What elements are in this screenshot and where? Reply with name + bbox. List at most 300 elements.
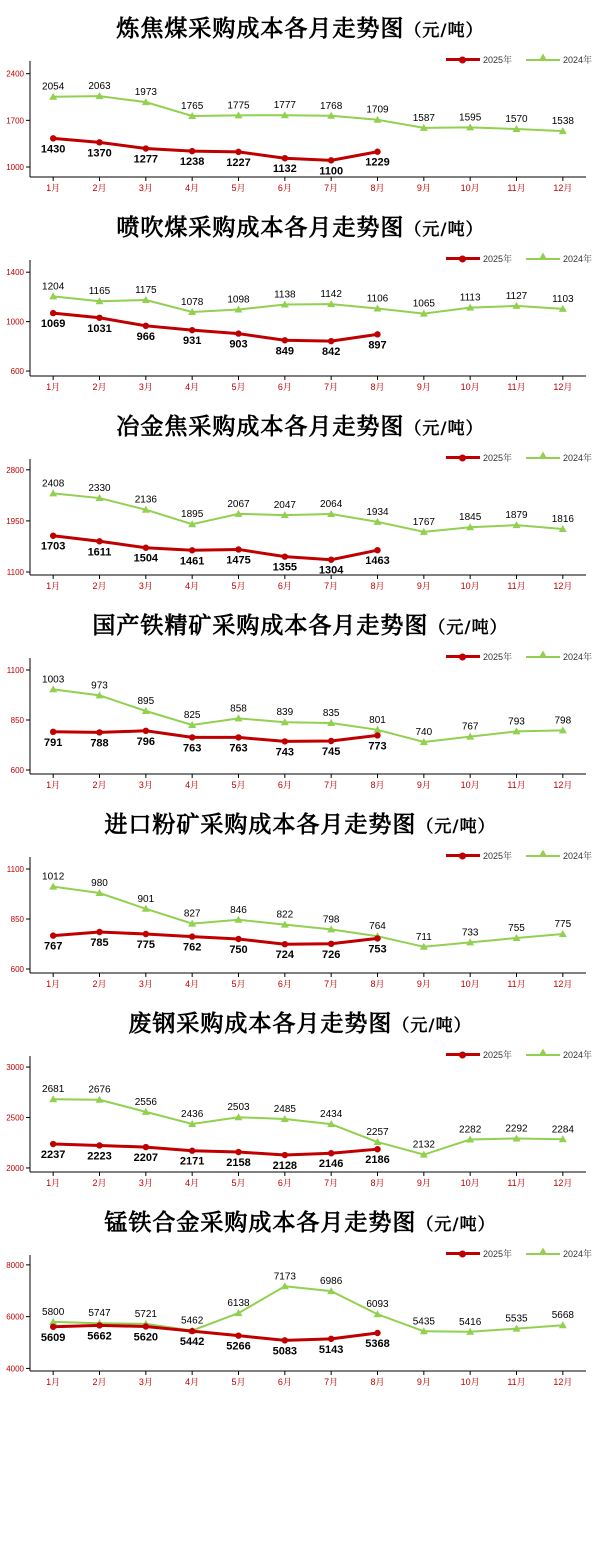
svg-text:5143: 5143 — [318, 1343, 344, 1356]
svg-text:3月: 3月 — [138, 1377, 153, 1387]
legend-label-2024: 2024年 — [562, 1050, 592, 1060]
chart-title-text-5: 废钢采购成本各月走势图 — [128, 1010, 393, 1037]
svg-text:8月: 8月 — [370, 979, 385, 989]
svg-text:8000: 8000 — [6, 1260, 24, 1270]
svg-text:980: 980 — [91, 878, 108, 889]
svg-text:12月: 12月 — [553, 979, 573, 989]
svg-text:1595: 1595 — [459, 112, 482, 124]
chart-legend-2 — [446, 451, 592, 464]
svg-text:8月: 8月 — [370, 581, 385, 591]
chart-legend-1 — [446, 252, 592, 265]
svg-text:1768: 1768 — [320, 100, 343, 112]
chart-title-unit-6: （元/吨） — [416, 1215, 496, 1235]
svg-text:5月: 5月 — [231, 979, 246, 989]
svg-text:740: 740 — [415, 727, 433, 738]
chart-title-unit-0: （元/吨） — [404, 21, 484, 41]
svg-text:1950: 1950 — [6, 516, 24, 526]
svg-text:2000: 2000 — [6, 1163, 24, 1173]
svg-text:1月: 1月 — [46, 1178, 61, 1188]
chart-block-0 — [0, 0, 600, 199]
svg-text:1142: 1142 — [320, 289, 342, 301]
svg-text:1175: 1175 — [135, 284, 157, 296]
legend-item-2024-5 — [526, 1048, 592, 1061]
svg-text:1461: 1461 — [179, 555, 205, 568]
svg-text:7月: 7月 — [324, 1377, 339, 1387]
svg-text:5609: 5609 — [40, 1331, 66, 1344]
svg-text:849: 849 — [275, 345, 295, 358]
svg-text:10月: 10月 — [460, 183, 480, 193]
svg-text:3月: 3月 — [138, 183, 153, 193]
svg-text:767: 767 — [461, 721, 479, 733]
svg-text:8月: 8月 — [370, 1178, 385, 1188]
svg-text:901: 901 — [137, 893, 155, 905]
svg-text:6093: 6093 — [366, 1299, 389, 1311]
svg-text:10月: 10月 — [460, 979, 480, 989]
svg-text:600: 600 — [10, 367, 24, 377]
svg-text:8月: 8月 — [370, 382, 385, 392]
svg-text:2485: 2485 — [273, 1104, 296, 1116]
chart-title-text-4: 进口粉矿采购成本各月走势图 — [104, 811, 417, 838]
legend-swatch-green-icon — [526, 656, 560, 658]
legend-item-2024-1 — [526, 252, 592, 265]
svg-text:5月: 5月 — [231, 780, 246, 790]
svg-text:1月: 1月 — [46, 581, 61, 591]
legend-swatch-green-icon — [526, 457, 560, 459]
svg-text:6138: 6138 — [227, 1298, 250, 1310]
svg-text:2158: 2158 — [226, 1157, 251, 1170]
chart-title-6 — [0, 1194, 600, 1243]
svg-text:5月: 5月 — [231, 1178, 246, 1188]
chart-title-unit-2: （元/吨） — [404, 419, 484, 439]
svg-text:8月: 8月 — [370, 780, 385, 790]
svg-text:12月: 12月 — [553, 1178, 573, 1188]
svg-text:2063: 2063 — [88, 81, 111, 93]
svg-text:2146: 2146 — [318, 1158, 344, 1171]
svg-text:711: 711 — [415, 931, 432, 943]
legend-swatch-green-icon — [526, 1253, 560, 1255]
chart-legend-6 — [446, 1247, 592, 1260]
legend-item-2025-2 — [446, 451, 512, 464]
chart-legend-5 — [446, 1048, 592, 1061]
svg-text:1611: 1611 — [87, 546, 112, 559]
svg-text:1月: 1月 — [46, 1377, 61, 1387]
svg-text:1100: 1100 — [6, 865, 24, 874]
svg-text:2800: 2800 — [6, 465, 24, 475]
chart-svg-5 — [0, 1044, 600, 1194]
svg-text:7月: 7月 — [324, 382, 339, 392]
chart-title-unit-1: （元/吨） — [404, 220, 484, 240]
svg-text:2408: 2408 — [42, 478, 65, 490]
svg-text:2681: 2681 — [42, 1084, 65, 1096]
svg-text:1113: 1113 — [459, 292, 481, 304]
svg-text:1012: 1012 — [42, 871, 65, 883]
legend-swatch-green-icon — [526, 258, 560, 260]
svg-text:1304: 1304 — [318, 564, 344, 577]
svg-text:743: 743 — [275, 746, 295, 759]
svg-text:3月: 3月 — [138, 1178, 153, 1188]
svg-text:2047: 2047 — [273, 500, 296, 512]
legend-item-2025-3 — [446, 650, 512, 663]
legend-item-2024-2 — [526, 451, 592, 464]
legend-item-2025-0 — [446, 53, 512, 66]
legend-label-2024: 2024年 — [562, 254, 592, 264]
svg-text:4月: 4月 — [185, 382, 200, 392]
legend-swatch-red-icon — [446, 456, 480, 459]
legend-swatch-red-icon — [446, 854, 480, 857]
svg-text:2237: 2237 — [40, 1149, 66, 1162]
legend-swatch-red-icon — [446, 1053, 480, 1056]
svg-text:1204: 1204 — [42, 281, 65, 293]
svg-text:1103: 1103 — [552, 293, 574, 305]
svg-text:8月: 8月 — [370, 1377, 385, 1387]
svg-text:1775: 1775 — [227, 100, 250, 112]
chart-plot-2 — [0, 447, 600, 597]
svg-text:600: 600 — [10, 766, 24, 775]
svg-text:850: 850 — [10, 716, 24, 725]
svg-text:6月: 6月 — [277, 382, 292, 392]
legend-label-2024: 2024年 — [562, 1249, 592, 1259]
svg-text:2500: 2500 — [6, 1113, 24, 1123]
chart-title-text-1: 喷吹煤采购成本各月走势图 — [116, 214, 405, 241]
chart-block-6 — [0, 1194, 600, 1393]
chart-title-text-3: 国产铁精矿采购成本各月走势图 — [92, 612, 429, 639]
chart-title-text-6: 锰铁合金采购成本各月走势图 — [104, 1209, 417, 1236]
svg-text:5620: 5620 — [133, 1331, 159, 1344]
svg-text:1355: 1355 — [272, 561, 298, 574]
legend-item-2025-6 — [446, 1247, 512, 1260]
svg-text:4月: 4月 — [185, 1377, 200, 1387]
svg-text:733: 733 — [461, 927, 479, 939]
legend-label-2025: 2025年 — [482, 652, 512, 662]
svg-text:2676: 2676 — [88, 1084, 111, 1096]
svg-text:5月: 5月 — [231, 581, 246, 591]
svg-text:12月: 12月 — [553, 1377, 573, 1387]
legend-item-2024-3 — [526, 650, 592, 663]
chart-plot-0 — [0, 49, 600, 199]
svg-text:11月: 11月 — [507, 581, 526, 591]
svg-text:2257: 2257 — [366, 1127, 389, 1139]
svg-text:3月: 3月 — [138, 382, 153, 392]
svg-text:2284: 2284 — [551, 1124, 574, 1136]
svg-text:1月: 1月 — [46, 780, 61, 790]
legend-item-2024-0 — [526, 53, 592, 66]
svg-text:750: 750 — [229, 944, 248, 956]
svg-text:1570: 1570 — [505, 114, 528, 125]
svg-text:755: 755 — [508, 923, 525, 934]
legend-item-2025-4 — [446, 849, 512, 862]
svg-text:6月: 6月 — [277, 1377, 292, 1387]
svg-text:12月: 12月 — [553, 780, 573, 790]
svg-text:1165: 1165 — [88, 286, 111, 298]
svg-text:1229: 1229 — [365, 156, 390, 169]
svg-text:2223: 2223 — [87, 1150, 112, 1163]
legend-item-2025-1 — [446, 252, 512, 265]
svg-text:842: 842 — [321, 346, 341, 359]
svg-text:12月: 12月 — [553, 581, 573, 591]
chart-svg-2 — [0, 447, 600, 597]
svg-text:788: 788 — [90, 737, 109, 750]
svg-text:9月: 9月 — [416, 183, 431, 193]
svg-text:1月: 1月 — [46, 183, 61, 193]
svg-text:3月: 3月 — [138, 581, 153, 591]
legend-item-2024-4 — [526, 849, 592, 862]
svg-text:2292: 2292 — [505, 1123, 528, 1135]
chart-legend-0 — [446, 53, 592, 66]
svg-text:1430: 1430 — [40, 143, 66, 156]
svg-text:2186: 2186 — [365, 1154, 390, 1167]
chart-title-0 — [0, 0, 600, 49]
svg-text:7月: 7月 — [324, 780, 339, 790]
svg-text:839: 839 — [276, 707, 294, 719]
svg-text:2436: 2436 — [181, 1108, 204, 1120]
legend-label-2025: 2025年 — [482, 1249, 512, 1259]
chart-plot-4 — [0, 845, 600, 995]
svg-text:5668: 5668 — [551, 1310, 574, 1322]
svg-text:6月: 6月 — [277, 1178, 292, 1188]
svg-text:5266: 5266 — [226, 1340, 251, 1353]
svg-text:1277: 1277 — [133, 153, 159, 166]
svg-text:1879: 1879 — [505, 510, 528, 522]
chart-plot-3 — [0, 646, 600, 796]
svg-text:4000: 4000 — [6, 1364, 24, 1374]
chart-title-1 — [0, 199, 600, 248]
svg-text:753: 753 — [368, 943, 387, 956]
svg-text:793: 793 — [508, 716, 525, 728]
chart-svg-6 — [0, 1243, 600, 1393]
svg-text:9月: 9月 — [416, 1377, 431, 1387]
svg-text:973: 973 — [91, 680, 108, 692]
svg-text:1098: 1098 — [227, 294, 250, 306]
svg-text:897: 897 — [368, 339, 387, 352]
svg-text:11月: 11月 — [507, 1178, 526, 1188]
svg-text:1月: 1月 — [46, 382, 61, 392]
svg-text:1031: 1031 — [87, 322, 112, 335]
svg-text:6月: 6月 — [277, 780, 292, 790]
svg-text:775: 775 — [136, 939, 156, 951]
chart-title-5 — [0, 995, 600, 1044]
legend-label-2025: 2025年 — [482, 851, 512, 861]
legend-label-2025: 2025年 — [482, 55, 512, 65]
svg-text:3月: 3月 — [138, 979, 153, 989]
chart-block-4 — [0, 796, 600, 995]
svg-text:2132: 2132 — [412, 1139, 435, 1151]
svg-text:1069: 1069 — [40, 318, 66, 331]
chart-title-3 — [0, 597, 600, 646]
svg-text:858: 858 — [230, 703, 247, 715]
svg-text:1065: 1065 — [412, 298, 435, 310]
svg-text:5435: 5435 — [412, 1316, 435, 1328]
svg-text:11月: 11月 — [507, 780, 526, 790]
legend-swatch-red-icon — [446, 655, 480, 658]
svg-text:825: 825 — [183, 710, 201, 721]
svg-text:5368: 5368 — [365, 1338, 390, 1351]
svg-text:3月: 3月 — [138, 780, 153, 790]
svg-text:2282: 2282 — [459, 1124, 482, 1136]
svg-text:2054: 2054 — [42, 81, 65, 93]
svg-text:2月: 2月 — [92, 1178, 107, 1188]
svg-text:1078: 1078 — [181, 296, 204, 308]
svg-text:7月: 7月 — [324, 1178, 339, 1188]
svg-text:9月: 9月 — [416, 1178, 431, 1188]
svg-text:785: 785 — [90, 937, 109, 949]
svg-text:1238: 1238 — [179, 156, 205, 169]
svg-text:1934: 1934 — [366, 506, 389, 518]
svg-text:8月: 8月 — [370, 183, 385, 193]
svg-text:2503: 2503 — [227, 1102, 250, 1114]
svg-text:798: 798 — [554, 715, 572, 727]
svg-text:2月: 2月 — [92, 382, 107, 392]
svg-text:5083: 5083 — [272, 1345, 298, 1358]
svg-text:9月: 9月 — [416, 581, 431, 591]
svg-text:2556: 2556 — [134, 1096, 157, 1108]
svg-text:796: 796 — [136, 735, 156, 748]
svg-text:1003: 1003 — [42, 674, 65, 686]
svg-text:12月: 12月 — [553, 382, 573, 392]
svg-text:5月: 5月 — [231, 382, 246, 392]
legend-label-2025: 2025年 — [482, 453, 512, 463]
svg-text:1816: 1816 — [551, 513, 574, 525]
svg-text:1765: 1765 — [181, 101, 204, 112]
chart-plot-5 — [0, 1044, 600, 1194]
svg-text:2128: 2128 — [272, 1160, 298, 1173]
svg-text:7月: 7月 — [324, 183, 339, 193]
svg-text:827: 827 — [183, 908, 201, 920]
svg-text:726: 726 — [321, 948, 341, 961]
svg-text:2月: 2月 — [92, 979, 107, 989]
svg-text:1227: 1227 — [226, 156, 251, 169]
svg-text:1400: 1400 — [6, 268, 24, 278]
legend-swatch-green-icon — [526, 1054, 560, 1056]
svg-text:2136: 2136 — [134, 494, 157, 506]
svg-text:5535: 5535 — [505, 1313, 528, 1325]
svg-text:4月: 4月 — [185, 183, 200, 193]
svg-text:763: 763 — [229, 742, 248, 755]
svg-text:1845: 1845 — [459, 512, 482, 524]
svg-text:798: 798 — [322, 914, 340, 926]
svg-text:5月: 5月 — [231, 1377, 246, 1387]
svg-text:1895: 1895 — [181, 509, 204, 521]
svg-text:2400: 2400 — [6, 69, 24, 79]
svg-text:3000: 3000 — [6, 1063, 24, 1073]
svg-text:5462: 5462 — [181, 1315, 204, 1327]
svg-text:1000: 1000 — [6, 317, 24, 327]
svg-text:1973: 1973 — [134, 87, 157, 99]
svg-text:1709: 1709 — [366, 104, 389, 116]
svg-text:767: 767 — [43, 940, 63, 953]
svg-text:6986: 6986 — [320, 1276, 343, 1288]
svg-text:11月: 11月 — [507, 183, 526, 193]
chart-plot-1 — [0, 248, 600, 398]
svg-text:2067: 2067 — [227, 498, 250, 510]
svg-text:7173: 7173 — [273, 1271, 296, 1283]
svg-text:6月: 6月 — [277, 183, 292, 193]
svg-text:791: 791 — [43, 736, 63, 749]
chart-title-unit-3: （元/吨） — [428, 618, 508, 638]
legend-label-2025: 2025年 — [482, 1050, 512, 1060]
svg-text:1475: 1475 — [226, 554, 251, 567]
svg-text:4月: 4月 — [185, 979, 200, 989]
svg-text:4月: 4月 — [185, 1178, 200, 1188]
chart-plot-6 — [0, 1243, 600, 1393]
svg-text:763: 763 — [182, 742, 202, 755]
svg-text:1100: 1100 — [6, 567, 24, 577]
svg-text:1777: 1777 — [273, 100, 296, 112]
svg-text:6000: 6000 — [6, 1312, 24, 1322]
svg-text:724: 724 — [275, 949, 295, 962]
legend-label-2024: 2024年 — [562, 453, 592, 463]
chart-title-unit-5: （元/吨） — [392, 1016, 472, 1036]
legend-item-2025-5 — [446, 1048, 512, 1061]
svg-text:6月: 6月 — [277, 581, 292, 591]
svg-text:1504: 1504 — [133, 552, 159, 565]
chart-block-3 — [0, 597, 600, 796]
chart-title-4 — [0, 796, 600, 845]
legend-label-2024: 2024年 — [562, 652, 592, 662]
svg-text:10月: 10月 — [460, 1178, 480, 1188]
legend-swatch-red-icon — [446, 58, 480, 61]
svg-text:835: 835 — [322, 708, 340, 719]
legend-label-2024: 2024年 — [562, 55, 592, 65]
svg-text:5747: 5747 — [88, 1308, 111, 1320]
svg-text:9月: 9月 — [416, 382, 431, 392]
svg-text:931: 931 — [182, 335, 202, 348]
chart-title-text-0: 炼焦煤采购成本各月走势图 — [116, 15, 405, 42]
svg-text:11月: 11月 — [507, 1377, 526, 1387]
svg-text:4月: 4月 — [185, 581, 200, 591]
chart-legend-3 — [446, 650, 592, 663]
svg-text:1138: 1138 — [274, 289, 296, 301]
chart-title-text-2: 冶金焦采购成本各月走势图 — [116, 413, 405, 440]
chart-svg-1 — [0, 248, 600, 398]
svg-text:7月: 7月 — [324, 581, 339, 591]
svg-text:1100: 1100 — [319, 165, 344, 178]
chart-title-unit-4: （元/吨） — [416, 817, 496, 837]
svg-text:2330: 2330 — [88, 483, 111, 495]
svg-text:1106: 1106 — [366, 293, 389, 305]
legend-swatch-green-icon — [526, 59, 560, 61]
svg-text:895: 895 — [137, 696, 155, 707]
svg-text:773: 773 — [368, 740, 387, 753]
svg-text:1700: 1700 — [6, 116, 24, 126]
svg-text:5442: 5442 — [179, 1336, 205, 1349]
svg-text:2月: 2月 — [92, 581, 107, 591]
svg-text:775: 775 — [554, 919, 572, 930]
svg-text:801: 801 — [369, 714, 386, 726]
chart-title-2 — [0, 398, 600, 447]
chart-block-2 — [0, 398, 600, 597]
svg-text:903: 903 — [229, 338, 248, 351]
legend-item-2024-6 — [526, 1247, 592, 1260]
svg-text:2207: 2207 — [133, 1152, 159, 1165]
chart-block-1 — [0, 199, 600, 398]
svg-text:10月: 10月 — [460, 581, 480, 591]
svg-text:2月: 2月 — [92, 780, 107, 790]
svg-text:1538: 1538 — [551, 116, 574, 128]
svg-text:762: 762 — [182, 941, 202, 954]
svg-text:764: 764 — [369, 921, 386, 933]
svg-text:5800: 5800 — [42, 1306, 65, 1318]
svg-text:5721: 5721 — [134, 1308, 157, 1320]
svg-text:11月: 11月 — [507, 979, 526, 989]
svg-text:822: 822 — [276, 909, 294, 921]
svg-text:9月: 9月 — [416, 979, 431, 989]
svg-text:846: 846 — [230, 904, 247, 916]
svg-text:1132: 1132 — [272, 163, 297, 176]
svg-text:1127: 1127 — [505, 290, 528, 302]
svg-text:1100: 1100 — [6, 666, 24, 675]
svg-text:1703: 1703 — [40, 540, 66, 553]
svg-text:7月: 7月 — [324, 979, 339, 989]
